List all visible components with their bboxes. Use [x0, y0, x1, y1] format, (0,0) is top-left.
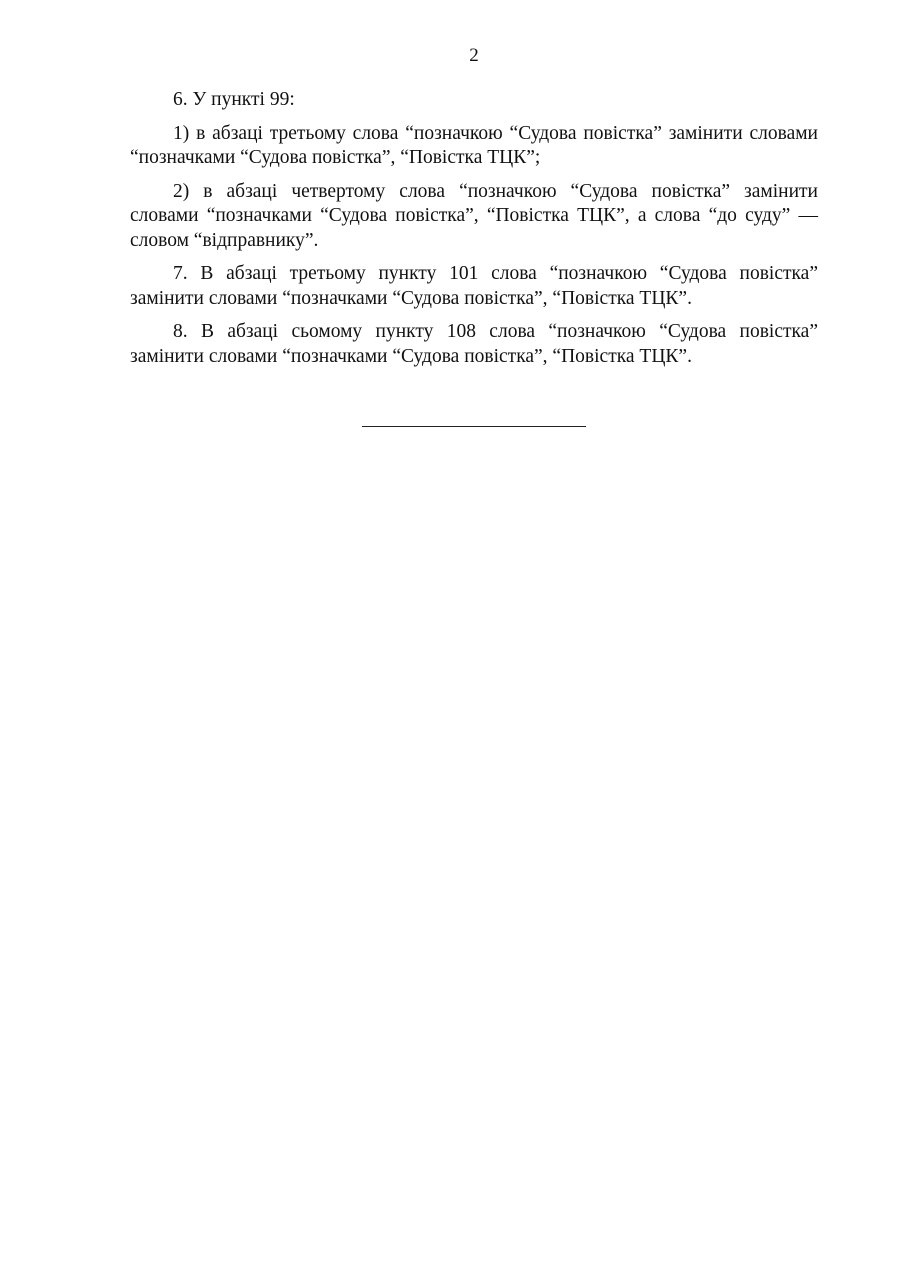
document-body — [130, 88, 818, 378]
page-number: 2 — [469, 45, 479, 66]
paragraph-subitem-2: 2) в абзаці четвертому слова “позначкою “Судова повістка” замінити словами “позначками “Судова повістка”, “Повістка ТЦК”, а слова “до суду” — словом “відправнику”. — [130, 180, 818, 251]
end-separator-line — [362, 426, 586, 427]
paragraph-item-6: 6. У пункті 99: — [173, 89, 295, 110]
paragraph-subitem-1: 1) в абзаці третьому слова “позначкою “Судова повістка” замінити словами “позначками “Судова повістка”, “Повістка ТЦК”; — [130, 122, 818, 168]
paragraph-item-8: 8. В абзаці сьомому пункту 108 слова “позначкою “Судова повістка” замінити словами “позначками “Судова повістка”, “Повістка ТЦК”. — [130, 321, 818, 367]
paragraph-item-7: 7. В абзаці третьому пункту 101 слова “позначкою “Судова повістка” замінити словами “позначками “Судова повістка”, “Повістка ТЦК”. — [130, 263, 818, 309]
